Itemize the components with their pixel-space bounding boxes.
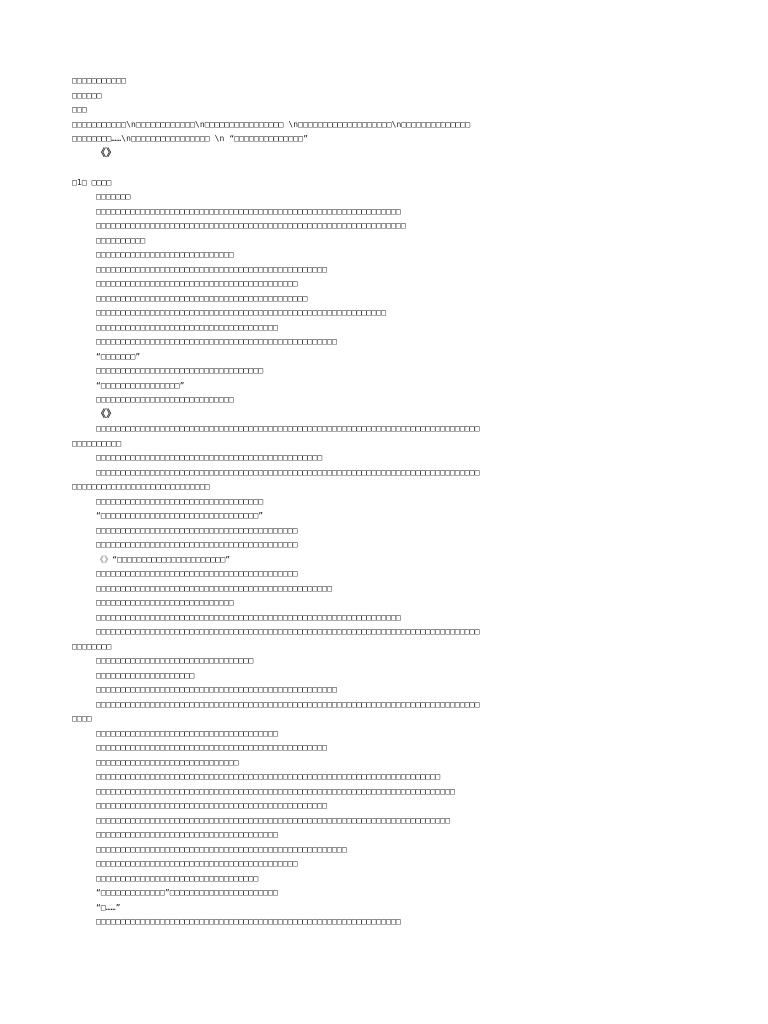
text-line: □□□□□□□□□□□□□□□□□□□□□□□□□□□□□□□□□□□□□□□□□□□: [96, 293, 308, 303]
text-line: □□□: [72, 105, 87, 114]
text-line: □□□□□□□□□□□□□□□□□□□□□□□□□□□□□□□□□□□□□□□□□□□□□□□□□□□□□□□□□□□□□□: [96, 206, 401, 216]
text-line: 《》: [96, 408, 117, 420]
text-line: □□□□□□□□□□□□□□□□□□□□: [96, 670, 195, 680]
text-line: □□□□□□□□□□□□□□□□□□□□□□□□□□□□□□□□□□□□□□□□□: [96, 279, 298, 288]
text-line: □□□□□□□□□□□□□□□□□□□□□□□□□□□□□□□□□□□□□□□□□□□□□□□: [96, 801, 328, 810]
text-line: □□□□□□□□□□□□□□□□□□□□□□□□□□□□□□□□□□□□□□□□□□□□□□: [96, 453, 323, 462]
text-line: □□□□□□□□□□□□□□□□□□□□□□□□□□□□□□□□□□□□□□□□□: [96, 525, 298, 535]
text-line: □□□□□□□□□□□□□□□□□□□□□□□□□□□□□□□□□□□□□□□□□: [96, 569, 298, 578]
text-line: □1□ □□□□: [72, 177, 112, 187]
text-line: □□□□□□□□□□: [72, 438, 122, 448]
text-line: □□□□□□□□□□□□□□□□□□□□□□□□□□□□□□□□□□□□□□□□□□□□□□□□□□□: [96, 844, 347, 854]
text-line: □□□□□□□□□□□□□□□□□□□□□□□□□□□□□: [96, 757, 239, 767]
text-line: □□□□□□□□□□□□□□□□□□□□□□□□□□□□□□□□□: [96, 873, 259, 883]
text-line: □□□□□□: [72, 90, 102, 100]
text-line: □□□□□□□□□□□□□□□□□□□□□□□□□□□□□□□□□□□□□□□□□: [96, 540, 298, 549]
text-line: □□□□□□□□□□□□□□□□□□□□□□□□□□□□□□□□□□□□□□□□□□□□□□□□□□□□□□□□□□□□□□□□□□□□□□□□□: [96, 786, 455, 796]
text-line: □□□□□□□□□□□□□□□□□□□□□□□□□□□□□□□□□□□□□□□□□□□□□□□□□□□□□□□□□□□□□□□□□□□□□□: [96, 772, 441, 781]
text-line: □□□□□□□□□□□□□□□□□□□□□□□□□□□□□□□□□□□□□□□□□□□□□□□□□□□□□□□□□□□□□□□□□□□□□□□□□□□□□□: [96, 467, 480, 477]
text-line: □□□□□□□□□□□□□□□□□□□□□□□□□□□□□□□□□□□□□□□□□□□□□□□□□: [96, 685, 337, 694]
text-line: □□□□□□□□□□□□□□□□□□□□□□□□□□□□□□□□□□□□□□□□□□□□□□□□□□□□□□□□□□□□□□□□□□□□□□□□□□□□□□: [96, 627, 480, 636]
text-line: □□□□□□□□□□□□□□□□□□□□□□□□□□□□□□□□□□□□□: [96, 322, 278, 332]
text-line: □□□□□□□□□□□□□□□□□□□□□□□□□□□□□□□□□□□□□□□□□□□□□□□: [96, 264, 328, 274]
text-line: □□□□□□□□: [72, 641, 112, 651]
text-line: □□□□□□□□□□□□□□□□□□□□□□□□□□□□□□□□□□□□□: [96, 728, 278, 738]
text-line: □□□□□□□□□□□□□□□□□□□□□□□□□□□□□□□□□□: [96, 366, 264, 375]
text-line: □□□□□□□□□□□□□□□□□□□□□□□□□□□□□□□□□□□□□□□□□□□□□□□□□□□□□□□□□□□□□□□□□□□□□□□□□□□□□□: [96, 699, 480, 709]
text-line: □□□□□□□□□□□□□□□□□□□□□□□□□□□□□□□□□□□□□□□□□□□□□□□□: [96, 583, 332, 593]
text-line: “□□□□□□□□□□□□□□□□”: [96, 380, 185, 390]
text-line: □□□□□□□□……\n□□□□□□□□□□□□□□□□ \n “□□□□□□□□□□□□□□”: [72, 134, 308, 143]
document-body: [72, 74, 696, 930]
text-line: □□□□□□□□□□□□□□□□□□□□□□□□□□□□□□□□□□□□□: [96, 830, 278, 839]
text-line: □□□□□□□□□□□□□□□□□□□□□□□□□□□□□□□□□□: [96, 496, 264, 506]
blank-line: [72, 161, 696, 176]
text-line: □□□□□□□: [96, 192, 131, 201]
text-line: □□□□□□□□□□□\n□□□□□□□□□□□□\n□□□□□□□□□□□□□□□□ \n□□□□□□□□□□□□□□□□□□□\n□□□□□□□□□□□□□□: [72, 119, 471, 129]
text-line: “□□□□□□□□□□□□□”□□□□□□□□□□□□□□□□□□□□□□: [96, 888, 278, 897]
text-line: □□□□□□□□□□□□□□□□□□□□□□□□□□□□□□□□□□□□□□□□□: [96, 859, 298, 868]
text-line: □□□□□□□□□□□□□□□□□□□□□□□□□□□□□□□□□□□□□□□□□□□□□□□□□□□□□□□□□□□□□□□□□□□□□□□□□□□□□□: [96, 424, 480, 433]
text-line: □□□□: [72, 714, 92, 723]
text-line: □□□□□□□□□□□□□□□□□□□□□□□□□□□□: [96, 395, 234, 404]
text-line: 《》: [96, 147, 117, 159]
text-line: □□□□□□□□□□□□□□□□□□□□□□□□□□□□: [72, 482, 210, 491]
text-line: □□□□□□□□□□□□□□□□□□□□□□□□□□□□□□□□□□□□□□□□□□□□□□□□□□□□□□□□□□□□□□: [96, 612, 401, 622]
text-line: □□□□□□□□□□□□□□□□□□□□□□□□□□□□: [96, 250, 234, 259]
text-line: □□□□□□□□□□□: [72, 76, 127, 85]
text-line: □□□□□□□□□□□□□□□□□□□□□□□□□□□□□□□□□□□□□□□□□□□□□□□□□□□□□□□□□□□□□□□: [96, 221, 406, 230]
text-line: □□□□□□□□□□□□□□□□□□□□□□□□□□□□□□□□□□□□□□□□□□□□□□□□□□□□□□□□□□□□□□□□□□□□□□□□: [96, 815, 450, 825]
text-line: “□□□□□□□□□□□□□□□□□□□□□□□□□□□□□□□□”: [96, 511, 264, 520]
text-line: □□□□□□□□□□□□□□□□□□□□□□□□□□□□□□□□□□□□□□□□□□□□□□□□□□□□□□□□□□□□□□: [96, 917, 401, 926]
text-line: □□□□□□□□□□□□□□□□□□□□□□□□□□□□□□□□: [96, 656, 254, 665]
text-line: □□□□□□□□□□□□□□□□□□□□□□□□□□□□□□□□□□□□□□□□□□□□□□□□□: [96, 337, 337, 346]
text-line: 《》“□□□□□□□□□□□□□□□□□□□□□□”: [96, 554, 231, 564]
text-line: □□□□□□□□□□: [96, 235, 146, 245]
text-line: □□□□□□□□□□□□□□□□□□□□□□□□□□□□□□□□□□□□□□□□□□□□□□□: [96, 743, 328, 752]
text-line: □□□□□□□□□□□□□□□□□□□□□□□□□□□□□□□□□□□□□□□□□□□□□□□□□□□□□□□□□□□: [96, 308, 387, 317]
text-line: □□□□□□□□□□□□□□□□□□□□□□□□□□□□: [96, 598, 234, 607]
text-line: “□□□□□□□”: [96, 351, 141, 361]
text-line: “□……”: [96, 902, 121, 912]
